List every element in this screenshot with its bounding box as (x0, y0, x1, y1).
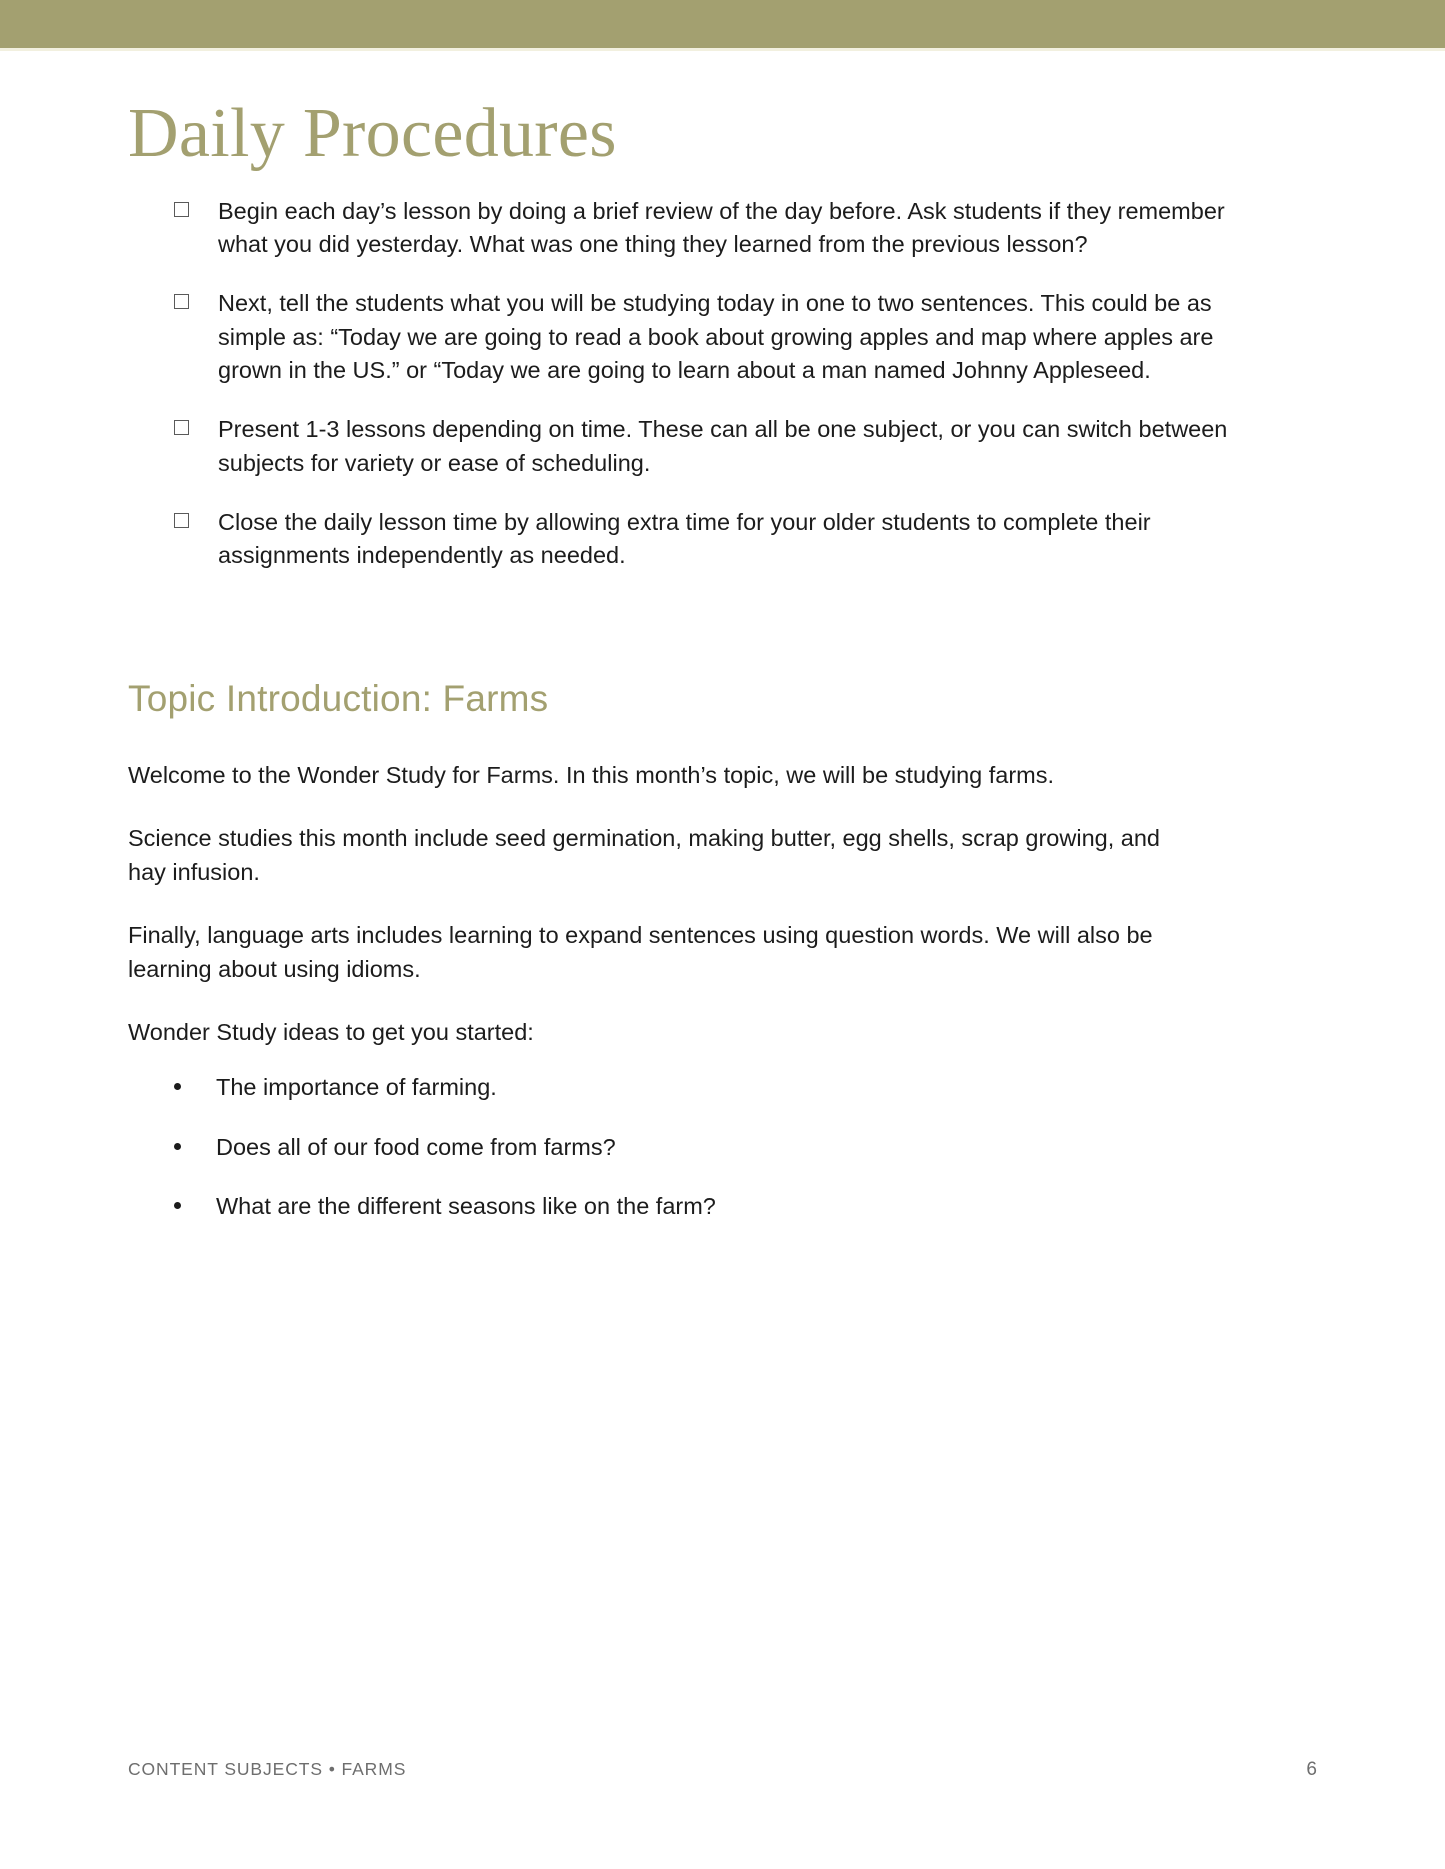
list-item (168, 1071, 1317, 1104)
list-item (168, 1190, 1317, 1223)
list-item-text: The importance of farming. (216, 1074, 497, 1101)
footer-section-label: CONTENT SUBJECTS • FARMS (128, 1759, 407, 1779)
bullet-dot-icon (174, 1143, 181, 1150)
bullet-dot-icon (174, 1202, 181, 1209)
checklist-item (172, 506, 1238, 573)
checklist-item (172, 195, 1238, 262)
section-paragraph: Wonder Study ideas to get you started: (128, 1018, 534, 1045)
checkbox-empty-icon[interactable] (174, 420, 189, 435)
bullet-dot-icon (174, 1083, 181, 1090)
list-item-text: What are the different seasons like on the farm? (216, 1193, 716, 1219)
section-paragraph: Welcome to the Wonder Study for Farms. In this month’s topic, we will be studying farms. (128, 762, 1055, 789)
checklist-item-text: Close the daily lesson time by allowing extra time for your older students to complete their assignments independently as needed. (218, 509, 1151, 569)
top-banner (0, 0, 1445, 48)
footer-page-number: 6 (1306, 1759, 1317, 1780)
checklist-item-text: Next, tell the students what you will be studying today in one to two sentences. This could be as simple as: “Today we are going to read a book about growing apples and map where apples are grown in the US.” or “Today we are going to learn about a man named Johnny Appleseed. (218, 290, 1214, 383)
list-item-text: Does all of our food come from farms? (216, 1133, 616, 1160)
checkbox-empty-icon[interactable] (174, 294, 189, 309)
page-title: Daily Procedures (128, 95, 617, 172)
checklist-item-text: Present 1-3 lessons depending on time. These can all be one subject, or you can switch between subjects for variety or ease of scheduling. (218, 416, 1228, 476)
checklist-item (172, 287, 1238, 387)
list-item (168, 1131, 1317, 1164)
section-paragraph: Finally, language arts includes learning to expand sentences using question words. We will also be learning about using idioms. (128, 922, 1153, 982)
checkbox-empty-icon[interactable] (174, 513, 189, 528)
checklist-item (172, 413, 1238, 480)
page-footer (128, 1759, 1317, 1781)
checklist-item-text: Begin each day’s lesson by doing a brief review of the day before. Ask students if they remember what you did yesterday. What was one thing they learned from the previous lesson? (218, 197, 1225, 257)
section-paragraph: Science studies this month include seed germination, making butter, egg shells, scrap growing, and hay infusion. (128, 825, 1160, 885)
page-content (0, 51, 1445, 1869)
checkbox-empty-icon[interactable] (174, 202, 189, 217)
daily-procedures-checklist (128, 195, 1317, 573)
wonder-study-ideas-list (128, 1049, 1317, 1223)
section-heading-topic-introduction: Topic Introduction: Farms (128, 677, 549, 719)
